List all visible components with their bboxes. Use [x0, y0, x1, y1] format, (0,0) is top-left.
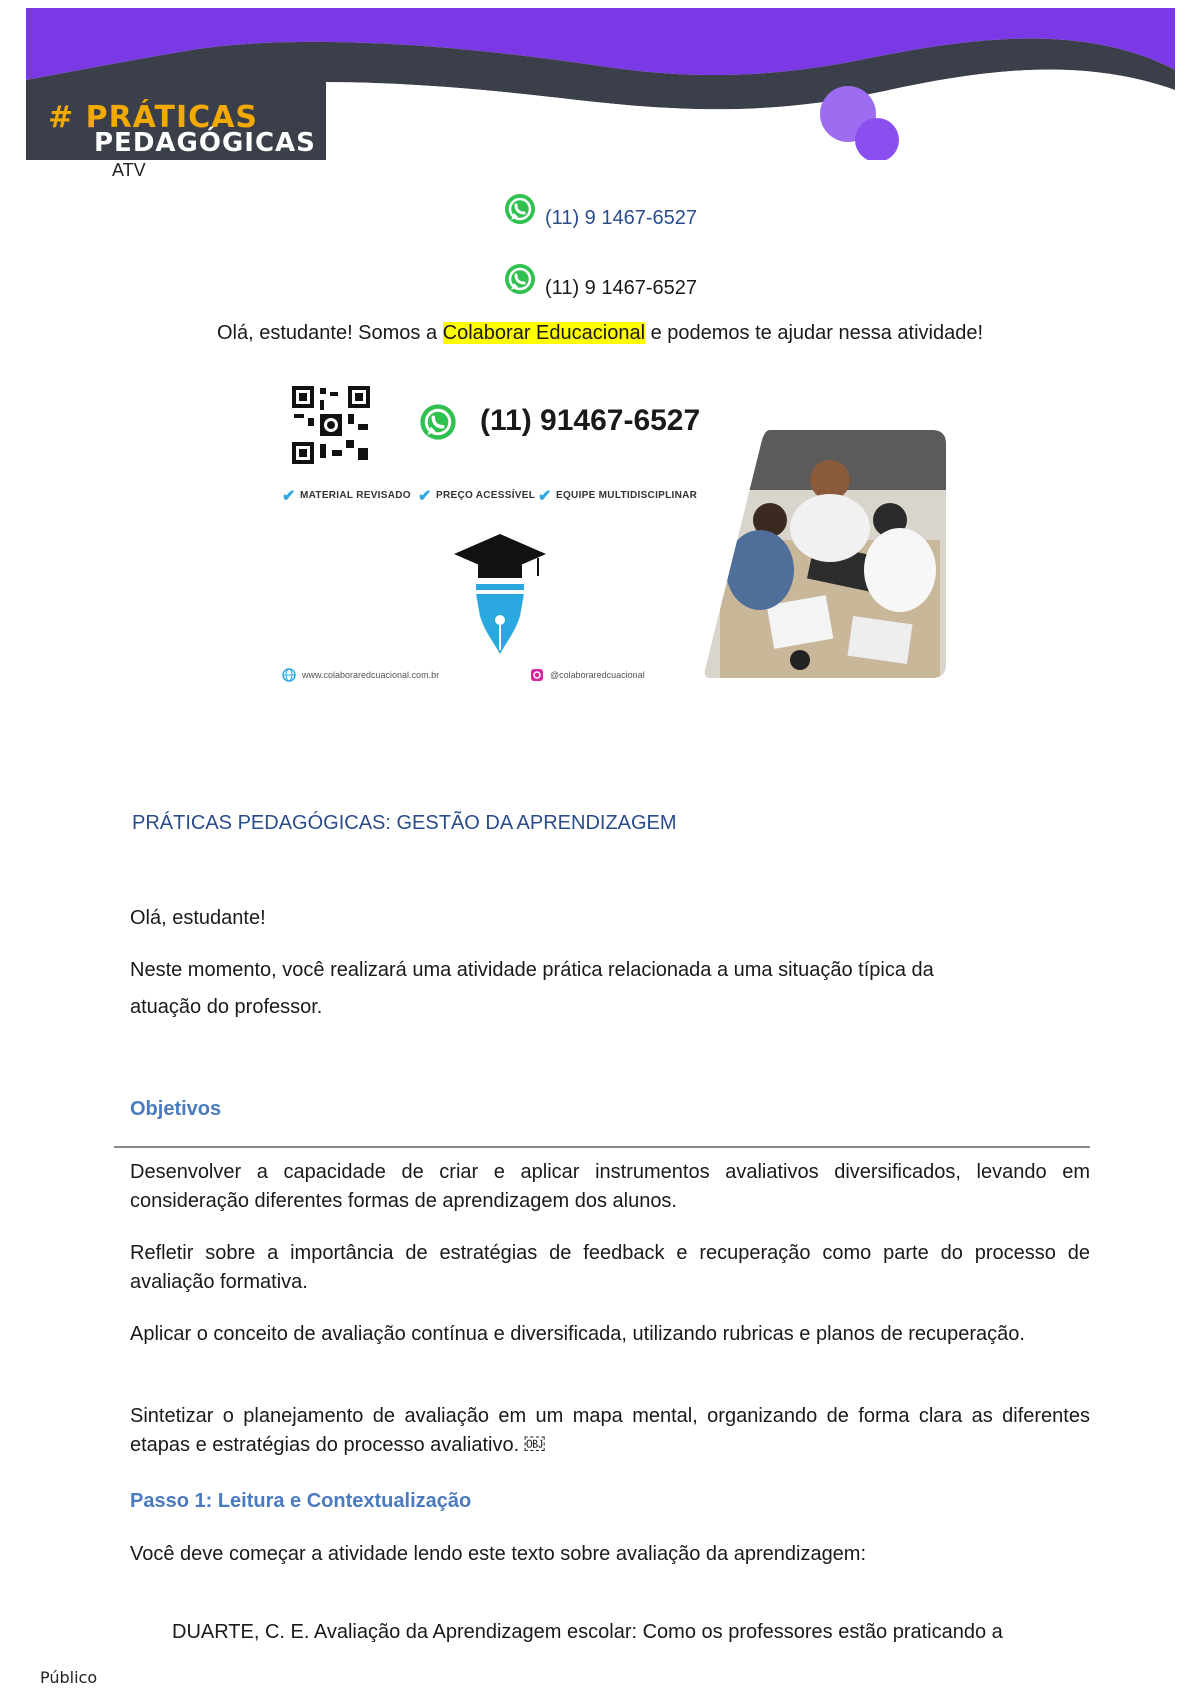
students-photo — [700, 420, 950, 680]
step1-heading: Passo 1: Leitura e Contextualização — [130, 1490, 472, 1512]
intro-after: e podemos te ajudar nessa atividade! — [645, 322, 984, 344]
check-material: ✔ MATERIAL REVISADO — [282, 488, 411, 505]
phone-number: (11) 9 1467-6527 — [545, 277, 697, 299]
intro-line-2: atuação do professor. — [130, 996, 323, 1018]
check-team: ✔ EQUIPE MULTIDISCIPLINAR — [538, 488, 698, 505]
reference-text: DUARTE, C. E. Avaliação da Aprendizagem escolar: Como os professores estão praticando a — [172, 1621, 1003, 1643]
website-link[interactable]: www.colaboraredcuacional.com.br — [302, 670, 440, 680]
phone-row-1 — [0, 192, 1200, 230]
objective-item: Sintetizar o planejamento de avaliação em um mapa mental, organizando de forma clara as diferentes etapas e estratégias do processo avaliativo. ￼ — [130, 1405, 1090, 1456]
qr-code-icon — [290, 384, 372, 466]
document-title: PRÁTICAS PEDAGÓGICAS: GESTÃO DA APRENDIZAGEM — [132, 812, 677, 834]
objective-item: Desenvolver a capacidade de criar e aplicar instrumentos avaliativos diversificados, levando em consideração diferentes formas de aprendizagem dos alunos. — [130, 1161, 1090, 1212]
logo-hashtag: # PRÁTICAS — [48, 100, 259, 135]
ad-block — [280, 380, 960, 700]
greeting: Olá, estudante! — [130, 907, 266, 929]
globe-icon — [282, 668, 296, 682]
ad-phone: (11) 91467-6527 — [480, 404, 701, 437]
whatsapp-icon — [503, 262, 537, 296]
intro-paragraph — [130, 952, 934, 1026]
whatsapp-icon — [418, 402, 458, 442]
checkmark-icon: ✔ — [282, 488, 296, 505]
graduation-pen-icon — [450, 532, 550, 656]
checkmark-icon: ✔ — [418, 488, 432, 505]
highlight-company: Colaborar Educacional — [442, 322, 646, 344]
classification-label: Público — [40, 1668, 98, 1687]
intro-line-1: Neste momento, você realizará uma atividade prática relacionada a uma situação típica da — [130, 959, 934, 981]
phone-row-2 — [0, 262, 1200, 300]
instagram-handle[interactable]: @colaboraredcuacional — [550, 670, 645, 680]
objective-item: Refletir sobre a importância de estratégias de feedback e recuperação como parte do processo de avaliação formativa. — [130, 1242, 1090, 1293]
section-divider — [114, 1146, 1090, 1148]
intro-line — [0, 322, 1200, 345]
objectives-heading: Objetivos — [130, 1098, 222, 1120]
instagram-icon — [530, 668, 544, 682]
step1-text: Você deve começar a atividade lendo este texto sobre avaliação da aprendizagem: — [130, 1543, 867, 1565]
logo-subtitle: PEDAGÓGICAS — [94, 128, 316, 158]
phone-number-link[interactable]: (11) 9 1467-6527 — [545, 207, 697, 229]
check-price: ✔ PREÇO ACESSÍVEL — [418, 488, 536, 505]
objective-item: Aplicar o conceito de avaliação contínua e diversificada, utilizando rubricas e planos de recuperação. — [130, 1323, 1025, 1345]
atv-label: ATV — [112, 160, 146, 180]
intro-before: Olá, estudante! Somos a — [216, 322, 443, 344]
checkmark-icon: ✔ — [538, 488, 552, 505]
whatsapp-icon — [503, 192, 537, 226]
